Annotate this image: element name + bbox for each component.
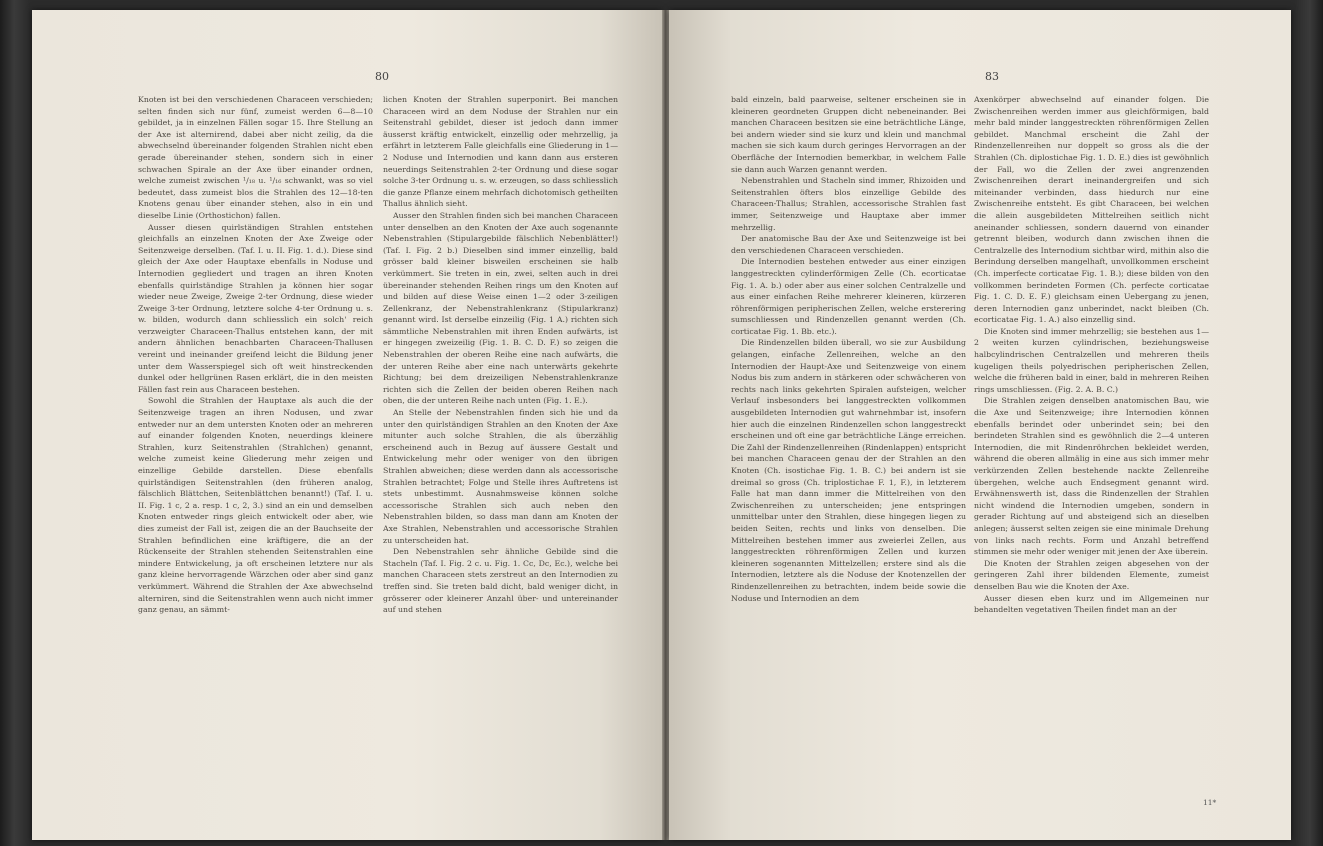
paragraph: bald einzeln, bald paarweise, seltener erscheinen sie in kleineren geordneten Gruppen dicht nebeneinander. Bei manchen Characeen besitzen sie eine beträchtliche Länge, bei andern wieder sind sie kurz und klein und manchmal machen sie sich kaum durch geringes Hervorragen an der Oberfläche der Internodien bemerkbar, in welchem Falle sie dann auch Warzen genannt werden. (731, 95, 966, 174)
paragraph: Sowohl die Strahlen der Hauptaxe als auch die der Seitenzweige tragen an ihren Nodusen, und zwar entweder nur an dem untersten Knoten oder an mehreren auf einander folgenden Knoten, neuerdings kleinere Strahlen, kurz Seitenstrahlen (Strahlchen) genannt, welche zumeist keine Gliederung mehr zeigen und einzellige Gebilde darstellen. Diese ebenfalls quirlständigen Seitenstrahlen (den früheren analog, fälschlich Blättchen, Seitenblättchen benannt!) (Taf. I. u. II. Fig. 1 c, 2 a. resp. 1 c, 2, 3.) sind an ein und demselben Knoten entweder rings gleich entwickelt oder aber, wie dies zumeist der Fall ist, zeigen die an der Bauchseite der Strahlen befindlichen eine kräftigere, die an der Rückenseite der Strahlen stehenden Seitenstrahlen eine mindere Entwickelung, ja oft erscheinen letztere nur als ganz kleine hervorragende Wärzchen oder aber sind ganz verkümmert. Während die Strahlen der Axe abwechselnd alterniren, sind die Seitenstrahlen wenn auch nicht immer ganz genau, an sämmt- (138, 396, 373, 615)
paragraph: Der anatomische Bau der Axe und Seitenzweige ist bei den verschiedenen Characeen verschieden. (731, 234, 966, 255)
paragraph: Ausser diesen eben kurz und im Allgemeinen nur behandelten vegetativen Theilen findet man an der (974, 593, 1209, 615)
right-page-column-2 (974, 94, 1209, 834)
left-page (32, 10, 662, 840)
paragraph: Die Rindenzellen bilden überall, wo sie zur Ausbildung gelangen, einfache Zellenreihen, welche an den Internodien der Haupt-Axe und Seitenzweige von einem Nodus bis zum andern in stärkeren oder schwächeren von rechts nach links gekehrten Spiralen aufsteigen, welcher Verlauf insbesonders bei langgestreckten vollkommen ausgebildeten Internodien gut wahrnehmbar ist, insofern hier auch die einzelnen Rindenzellen schon langgestreckt erscheinen und oft eine gar beträchtliche Länge erreichen. Die Zahl der Rindenzellenreihen (Rindenlappen) entspricht bei manchen Characeen genau der der Strahlen an den Knoten (Ch. isostichae Fig. 1. B. C.) bei andern ist sie dreimal so gross (Ch. triplostichae F. 1, F.), in letzterem Falle hat man dann immer die Mittelreihen von den Zwischenreihen zu unterscheiden; jene entspringen unmittelbar unter den Strahlen, diese hingegen liegen zu beiden Seiten, rechts und links von denselben. Die Mittelreihen bestehen immer aus zweierlei Zellen, aus langgestreckten röhrenförmigen Zellen und kurzen kleineren sogenannten Mittelzellen; erstere sind als die Internodien, letztere als die Noduse der Knotenzellen der Rindenzellenreihen zu betrachten, indem beide sowie die Noduse und Internodien an dem (731, 338, 966, 603)
signature-mark: 11* (1203, 798, 1217, 807)
paragraph: Den Nebenstrahlen sehr ähnliche Gebilde sind die Stacheln (Taf. I. Fig. 2 c. u. Fig. 1. Cc, Dc, Ec.), welche bei manchen Characeen stets zerstreut an den Internodien zu treffen sind. Sie treten bald dicht, bald weniger dicht, in grösserer oder kleinerer Anzahl über- und untereinander auf und stehen (383, 547, 618, 615)
paragraph: Knoten ist bei den verschiedenen Characeen verschieden; selten finden sich nur fünf, zumeist werden 6—8—10 gebildet, ja in einzelnen Fällen sogar 15. Ihre Stellung an der Axe ist alternirend, dabei aber nicht zeilig, da die abwechselnd übereinander folgenden Strahlen nicht eben gerade übereinander stehen, sondern sich in einer schwachen Spirale an der Axe über einander ordnen, welche zumeist zwischen ¹/₁₈ u. ¹/₁₆ schwankt, was so viel bedeutet, dass zumeist blos die Strahlen des 12—18-ten Knotens genau über einander stehen, also in ein und dieselbe Linie (Orthostichon) fallen. (138, 95, 373, 220)
left-page-column-1 (138, 94, 373, 834)
book-gutter (662, 10, 669, 840)
left-page-column-2 (383, 94, 618, 834)
paragraph: Ausser den Strahlen finden sich bei manchen Characeen unter denselben an den Knoten der Axe auch sogenannte Nebenstrahlen (Stipulargebilde fälschlich Nebenblätter!) (Taf. I. Fig. 2 b.) Dieselben sind immer einzellig, bald grösser bald kleiner bisweilen erscheinen sie halb verkümmert. Sie treten in ein, zwei, selten auch in drei übereinander stehenden Reihen rings um den Knoten auf und bilden auf diese Weise einen 1—2 oder 3-zeiligen Zellenkranz, der Nebenstrahlenkranz (Stipularkranz) genannt wird. Ist derselbe einzeilig (Fig. 1 A.) richten sich sämmtliche Nebenstrahlen mit ihren Enden aufwärts, ist er hingegen zweizeilig (Fig. 1. B. C. D. F.) so zeigen die Nebenstrahlen der oberen Reihe eine nach aufwärts, die der unteren Reihe aber eine nach unterwärts gekehrte Richtung; bei dem dreizeiligen Nebenstrahlenkranze richten sich die Zellen der beiden oberen Reihen nach oben, die der unteren Reihe nach unten (Fig. 1. E.). (383, 210, 618, 406)
paragraph: Die Strahlen zeigen denselben anatomischen Bau, wie die Axe und Seitenzweige; ihre Internodien können ebenfalls berindet oder unberindet sein; bei den berindeten Strahlen sind es gewöhnlich die 2—4 unteren Internodien, die mit Rindenröhrchen bekleidet werden, während die oberen allmälig in eine aus sich immer mehr verkürzenden Zellen bestehende nackte Zellenreihe übergehen, welche auch Endsegment genannt wird. Erwähnenswerth ist, dass die Rindenzellen der Strahlen nicht windend die Internodien umgeben, sondern in gerader Richtung auf und absteigend sich an dieselben anlegen; äusserst selten zeigen sie eine minimale Drehung von links nach rechts. Form und Anzahl betreffend stimmen sie mehr oder weniger mit jenen der Axe überein. (974, 396, 1209, 557)
paragraph: Die Knoten sind immer mehrzellig; sie bestehen aus 1—2 weiten kurzen cylindrischen, beziehungsweise halbcylindrischen Centralzellen und mehreren theils kugeligen theils polyedrischen peripherischen Zellen, welche die früheren bald in einer, bald in mehreren Reihen rings umschliessen. (Fig. 2. A. B. C.) (974, 326, 1209, 394)
right-page-number: 83 (985, 70, 999, 83)
paragraph: Nebenstrahlen und Stacheln sind immer, Rhizoiden und Seitenstrahlen öfters blos einzellige Gebilde des Characeen-Thallus; Strahlen, accessorische Strahlen fast immer, Seitenzweige und Hauptaxe aber immer mehrzellig. (731, 176, 966, 232)
right-page-column-1 (731, 94, 966, 834)
paragraph: lichen Knoten der Strahlen superponirt. Bei manchen Characeen wird an dem Noduse der Strahlen nur ein Seitenstrahl gebildet, dieser ist jedoch dann immer äusserst kräftig entwickelt, einzellig oder mehrzellig, ja erfährt in letzterem Falle gleichfalls eine Gliederung in 1—2 Noduse und Internodien und kann dann aus ersteren neuerdings Seitenstrahlen 2-ter Ordnung und diese sogar solche 3-ter Ordnung u. s. w. erzeugen, so dass schliesslich die ganze Pflanze einem mehrfach dichotomisch getheilten Thallus ähnlich sieht. (383, 95, 618, 209)
paragraph: Die Internodien bestehen entweder aus einer einzigen langgestreckten cylinderförmigen Zelle (Ch. ecorticatae Fig. 1. A. b.) oder aber aus einer solchen Centralzelle und aus einer einfachen Reihe mehrerer kleineren, kürzeren röhrenförmigen peripherischen Zellen, welche ersterering sumschliessen und Rindenzellen genannt werden (Ch. corticatae Fig. 1. Bb. etc.). (731, 257, 966, 336)
paragraph: Die Knoten der Strahlen zeigen abgesehen von der geringeren Zahl ihrer bildenden Elemente, zumeist denselben Bau wie die Knoten der Axe. (974, 558, 1209, 591)
left-page-number: 80 (375, 70, 389, 83)
paragraph: An Stelle der Nebenstrahlen finden sich hie und da unter den quirlständigen Strahlen an den Knoten der Axe mitunter auch solche Strahlen, die als überzählig erscheinend auch in Bezug auf äussere Gestalt und Entwickelung mehr oder weniger von den übrigen Strahlen abweichen; diese werden dann als accessorische Strahlen betrachtet; Folge und Stelle ihres Auftretens ist stets unbestimmt. Ausnahmsweise können solche accessorische Strahlen sich auch neben den Nebenstrahlen bilden, so dass man dann am Knoten der Axe Strahlen, Nebenstrahlen und accessorische Strahlen zu unterscheiden hat. (383, 408, 618, 545)
right-page (669, 10, 1291, 840)
paragraph: Axenkörper abwechselnd auf einander folgen. Die Zwischenreihen werden immer aus gleichförmigen, bald mehr bald minder langgestreckten röhrenförmigen Zellen gebildet. Manchmal erscheint die Zahl der Rindenzellenreihen nur doppelt so gross als die der Strahlen (Ch. diplostichae Fig. 1. D. E.) dies ist gewöhnlich der Fall, wo die Zellen der zwei angrenzenden Zwischenreihen derart ineinandergreifen und sich miteinander verbinden, dass hiedurch nur eine Zwischenreihe entsteht. Es gibt Characeen, bei welchen die allein ausgebildeten Mittelreihen seitlich nicht aneinander schliessen, sondern dauernd von einander getrennt bleiben, wodurch dann zwischen ihnen die Centralzelle des Internodium sichtbar wird, mithin also die Berindung derselben mangelhaft, unvollkommen erscheint (Ch. imperfecte corticatae Fig. 1. B.); diese bilden von den vollkommen berindeten Formen (Ch. perfecte corticatae Fig. 1. C. D. E. F.) gleichsam einen Uebergang zu jenen, deren Internodien ganz unberindet, nackt bleiben (Ch. ecorticatae Fig. 1. A.) also einzellig sind. (974, 95, 1209, 325)
paragraph: Ausser diesen quirlständigen Strahlen entstehen gleichfalls an einzelnen Knoten der Axe Zweige oder Seitenzweige derselben. (Taf. I. u. II. Fig. 1. d.). Diese sind gleich der Axe oder Hauptaxe ebenfalls in Noduse und Internodien gegliedert und tragen an ihren Knoten ebenfalls quirlständige Strahlen ja können hier sogar wieder neue Zweige, Zweige 2-ter Ordnung, diese wieder Zweige 3-ter Ordnung, letztere solche 4-ter Ordnung u. s. w. bilden, wodurch dann schliesslich ein solch' reich verzweigter Characeen-Thallus entstehen kann, der mit andern ähnlichen benachbarten Characeen-Thallusen vereint und ineinander greifend leicht die Bildung jener unter dem Wasserspiegel sich oft weit hinstreckenden dunkel oder hellgrünen Rasen erklärt, die in den meisten Fällen fast rein aus Characeen bestehen. (138, 222, 373, 394)
